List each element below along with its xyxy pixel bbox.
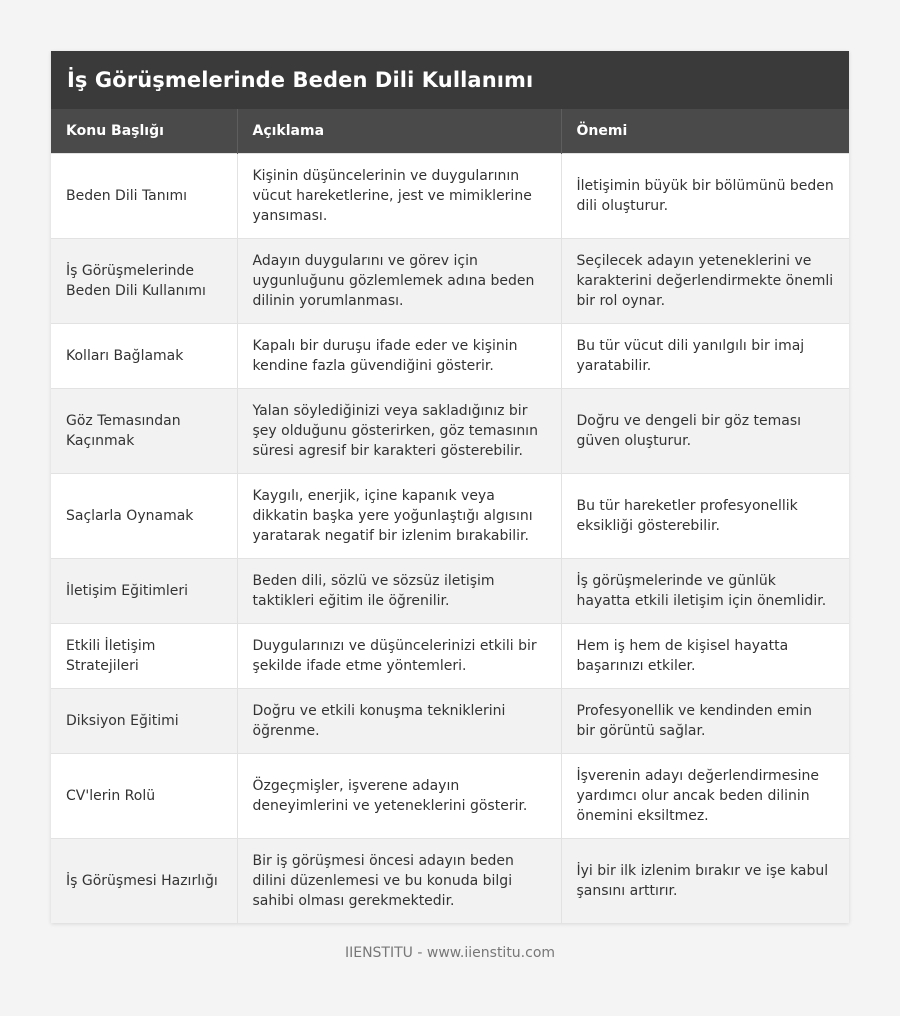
table-row (51, 559, 849, 624)
cell-topic: Etkili İletişim Stratejileri (51, 624, 237, 689)
table-row (51, 154, 849, 239)
page-title: İş Görüşmelerinde Beden Dili Kullanımı (67, 68, 534, 92)
table-row (51, 389, 849, 474)
cell-description: Kapalı bir duruşu ifade eder ve kişinin kendine fazla güvendiğini gösterir. (237, 324, 561, 389)
table-header-row (51, 109, 849, 154)
cell-topic: Saçlarla Oynamak (51, 474, 237, 559)
cell-topic: Kolları Bağlamak (51, 324, 237, 389)
title-bar (51, 51, 849, 109)
cell-importance: Bu tür hareketler profesyonellik eksikliği gösterebilir. (561, 474, 849, 559)
cell-description: Beden dili, sözlü ve sözsüz iletişim taktikleri eğitim ile öğrenilir. (237, 559, 561, 624)
cell-topic: CV'lerin Rolü (51, 754, 237, 839)
cell-topic: İş Görüşmelerinde Beden Dili Kullanımı (51, 239, 237, 324)
cell-topic: Göz Temasından Kaçınmak (51, 389, 237, 474)
column-header-importance: Önemi (561, 109, 849, 154)
cell-topic: Diksiyon Eğitimi (51, 689, 237, 754)
cell-description: Özgeçmişler, işverene adayın deneyimlerini ve yeteneklerini gösterir. (237, 754, 561, 839)
footer-credit: IIENSTITU - www.iienstitu.com (344, 945, 556, 961)
cell-topic: Beden Dili Tanımı (51, 154, 237, 239)
table-row (51, 324, 849, 389)
cell-importance: Seçilecek adayın yeteneklerini ve karakterini değerlendirmekte önemli bir rol oynar. (561, 239, 849, 324)
cell-importance: İletişimin büyük bir bölümünü beden dili oluşturur. (561, 154, 849, 239)
cell-description: Kaygılı, enerjik, içine kapanık veya dikkatin başka yere yoğunlaştığı algısını yaratarak negatif bir izlenim bırakabilir. (237, 474, 561, 559)
cell-description: Duygularınızı ve düşüncelerinizi etkili bir şekilde ifade etme yöntemleri. (237, 624, 561, 689)
table-card (51, 51, 849, 923)
cell-description: Kişinin düşüncelerinin ve duygularının vücut hareketlerine, jest ve mimiklerine yansıması. (237, 154, 561, 239)
cell-importance: Hem iş hem de kişisel hayatta başarınızı etkiler. (561, 624, 849, 689)
cell-topic: İletişim Eğitimleri (51, 559, 237, 624)
column-header-topic: Konu Başlığı (51, 109, 237, 154)
table-row (51, 754, 849, 839)
table-row (51, 624, 849, 689)
cell-importance: Bu tür vücut dili yanılgılı bir imaj yaratabilir. (561, 324, 849, 389)
cell-description: Yalan söylediğinizi veya sakladığınız bir şey olduğunu gösterirken, göz temasının süresi agresif bir karakteri gösterebilir. (237, 389, 561, 474)
cell-importance: İş görüşmelerinde ve günlük hayatta etkili iletişim için önemlidir. (561, 559, 849, 624)
cell-topic: İş Görüşmesi Hazırlığı (51, 839, 237, 924)
cell-importance: İyi bir ilk izlenim bırakır ve işe kabul şansını arttırır. (561, 839, 849, 924)
column-header-description: Açıklama (237, 109, 561, 154)
table-row (51, 239, 849, 324)
cell-importance: İşverenin adayı değerlendirmesine yardımcı olur ancak beden dilinin önemini eksiltmez. (561, 754, 849, 839)
content-table (51, 109, 849, 923)
table-row (51, 474, 849, 559)
table-row (51, 689, 849, 754)
table-row (51, 839, 849, 924)
cell-importance: Doğru ve dengeli bir göz teması güven oluşturur. (561, 389, 849, 474)
cell-importance: Profesyonellik ve kendinden emin bir görüntü sağlar. (561, 689, 849, 754)
cell-description: Doğru ve etkili konuşma tekniklerini öğrenme. (237, 689, 561, 754)
cell-description: Adayın duygularını ve görev için uygunluğunu gözlemlemek adına beden dilinin yorumlanması. (237, 239, 561, 324)
cell-description: Bir iş görüşmesi öncesi adayın beden dilini düzenlemesi ve bu konuda bilgi sahibi olması gerekmektedir. (237, 839, 561, 924)
